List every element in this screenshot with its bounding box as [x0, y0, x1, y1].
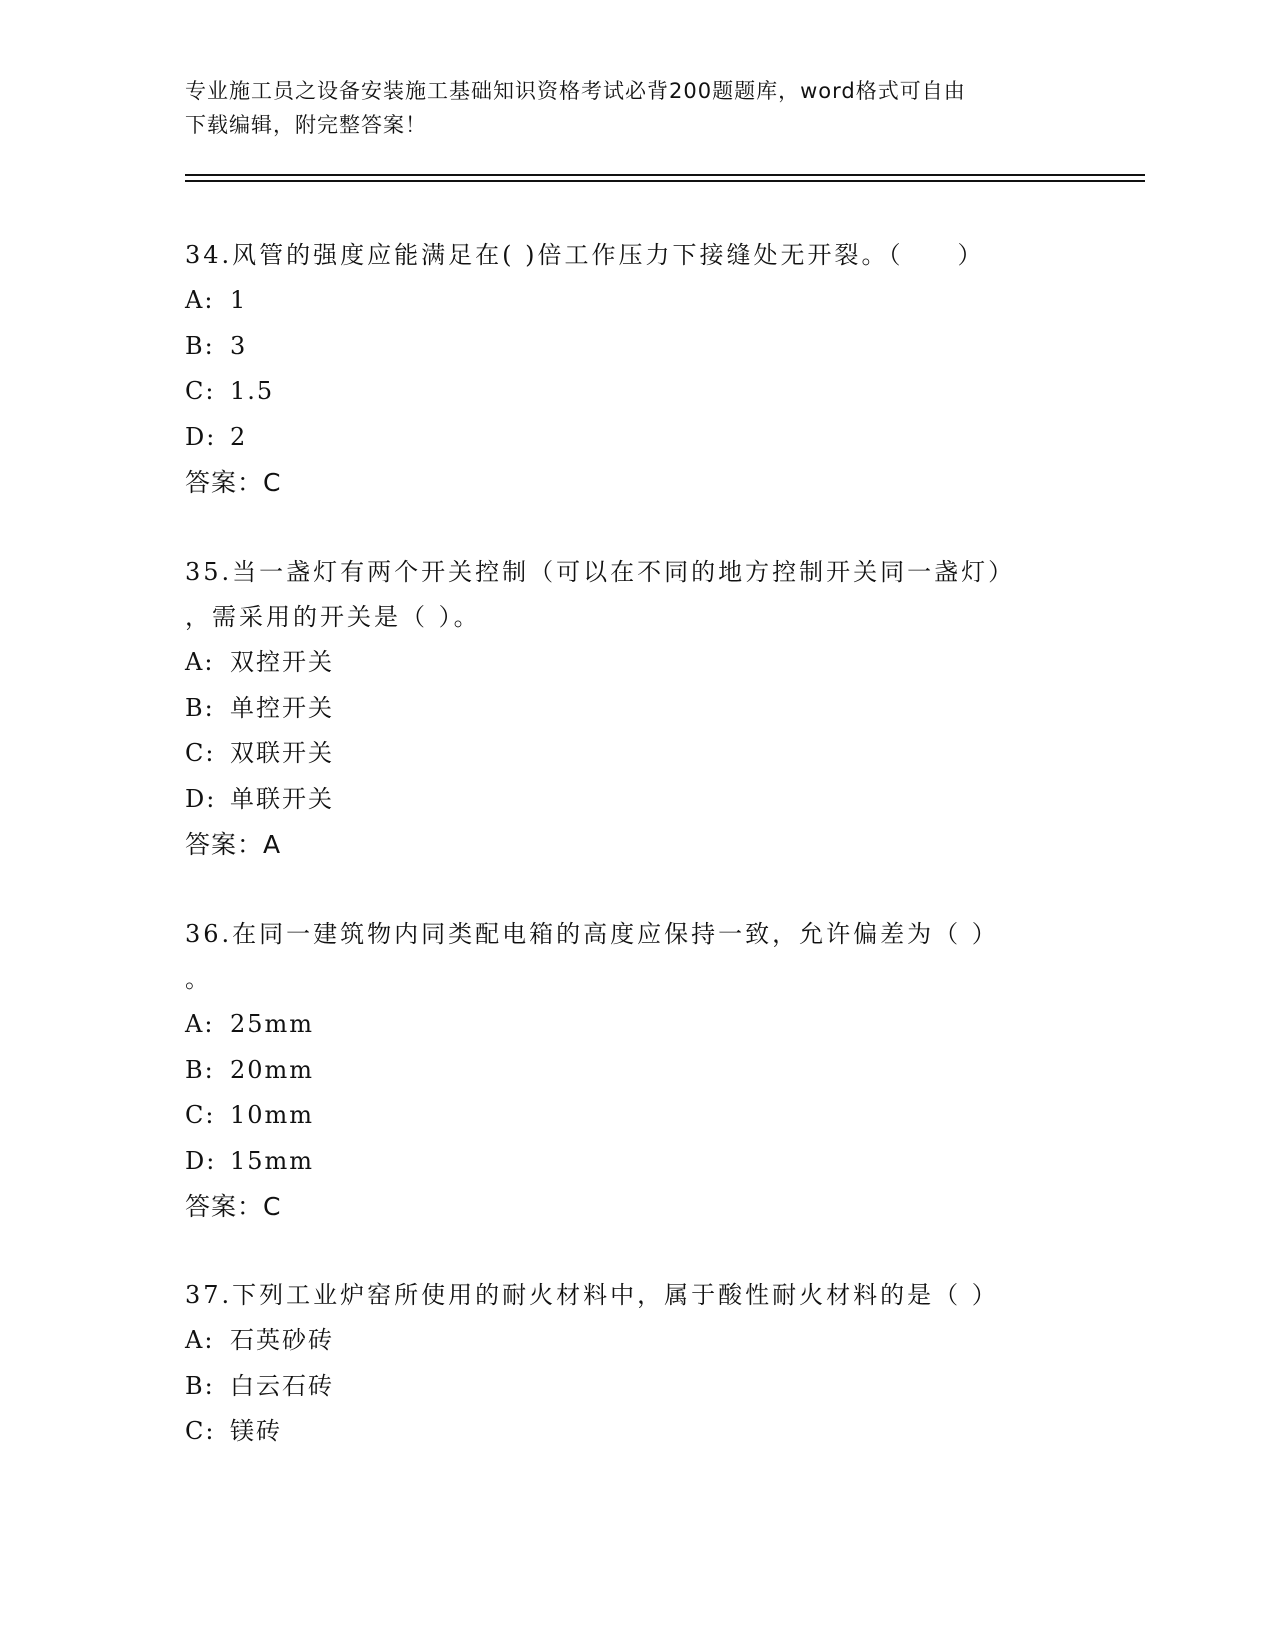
option-c [185, 1093, 1085, 1139]
option-a [185, 640, 1085, 686]
option-text: 单控开关 [230, 693, 334, 722]
option-letter: B: [185, 1055, 215, 1084]
question-stem-line: 37.下列工业炉窑所使用的耐火材料中，属于酸性耐火材料的是（ ） [185, 1281, 999, 1309]
option-letter: D: [185, 422, 217, 451]
option-d [185, 777, 1085, 823]
option-text: 双控开关 [230, 648, 334, 676]
question-stem-line: 36.在同一建筑物内同类配电箱的高度应保持一致，允许偏差为（ ） [185, 920, 999, 948]
option-c [185, 1409, 1085, 1455]
option-letter: A: [185, 1326, 215, 1354]
question-36 [185, 912, 1085, 1229]
option-letter: B: [185, 693, 215, 722]
header-line-1: 专业施工员之设备安装施工基础知识资格考试必背200题题库，word格式可自由 [185, 79, 966, 103]
answer: 答案：C [185, 468, 282, 497]
answer: 答案：A [185, 830, 282, 859]
option-a [185, 278, 1085, 324]
option-text: 双联开关 [230, 739, 334, 767]
question-stem-line: 。 [185, 965, 212, 993]
document-header [185, 74, 1085, 142]
option-letter: C: [185, 739, 216, 767]
option-text: 2 [230, 422, 248, 451]
option-letter: B: [185, 1371, 215, 1400]
option-letter: C: [185, 377, 216, 405]
option-c [185, 369, 1085, 415]
option-text: 10mm [230, 1101, 315, 1129]
option-c [185, 731, 1085, 777]
option-a [185, 1002, 1085, 1048]
option-letter: A: [185, 286, 215, 314]
option-b [185, 1364, 1085, 1410]
option-b [185, 1048, 1085, 1094]
option-text: 石英砂砖 [230, 1326, 334, 1354]
option-letter: A: [185, 648, 215, 676]
question-37 [185, 1273, 1085, 1455]
option-b [185, 686, 1085, 732]
option-text: 20mm [230, 1055, 315, 1084]
option-a [185, 1318, 1085, 1364]
option-text: 1 [230, 286, 248, 314]
option-letter: C: [185, 1417, 216, 1445]
question-stem-line: 34.风管的强度应能满足在( )倍工作压力下接缝处无开裂。（ ） [185, 241, 985, 269]
option-letter: B: [185, 331, 215, 360]
question-stem [185, 912, 1085, 1002]
header-divider-bottom [185, 180, 1145, 182]
option-text: 25mm [230, 1010, 315, 1038]
question-stem-line: ，需采用的开关是（ ）。 [185, 603, 481, 631]
option-text: 白云石砖 [230, 1371, 334, 1400]
header-divider-top [185, 174, 1145, 176]
option-text: 1.5 [230, 377, 275, 405]
option-letter: D: [185, 784, 217, 813]
option-d [185, 415, 1085, 461]
question-stem-line: 35.当一盏灯有两个开关控制（可以在不同的地方控制开关同一盏灯） [185, 558, 1016, 586]
option-text: 15mm [230, 1146, 315, 1175]
answer: 答案：C [185, 1192, 282, 1221]
option-text: 单联开关 [230, 784, 334, 813]
question-stem [185, 550, 1085, 640]
header-line-2: 下载编辑，附完整答案！ [185, 113, 427, 137]
question-34 [185, 233, 1085, 505]
question-stem [185, 1273, 1085, 1318]
question-stem [185, 233, 1085, 278]
option-letter: D: [185, 1146, 217, 1175]
option-d [185, 1139, 1085, 1185]
question-35 [185, 550, 1085, 867]
option-b [185, 324, 1085, 370]
option-text: 镁砖 [230, 1417, 282, 1445]
option-text: 3 [230, 331, 248, 360]
option-letter: A: [185, 1010, 215, 1038]
option-letter: C: [185, 1101, 216, 1129]
